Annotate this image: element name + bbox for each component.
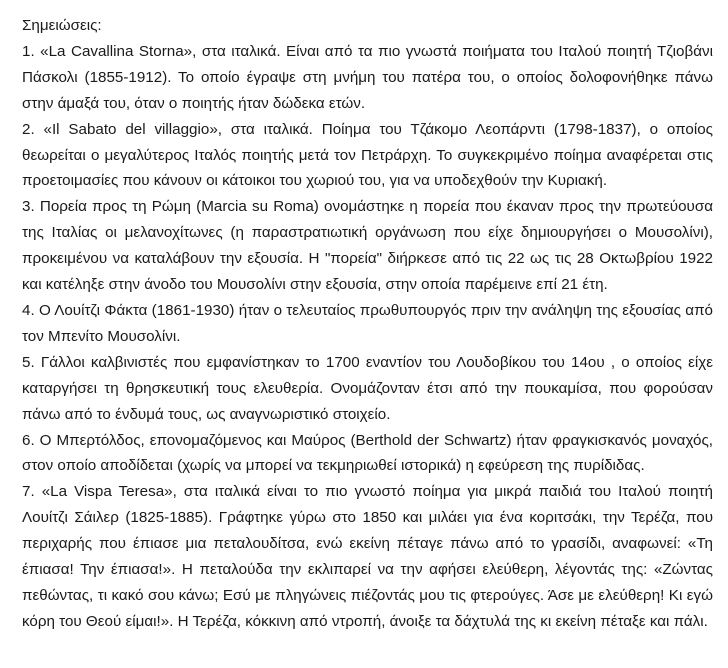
note-3: 3. Πορεία προς τη Ρώμη (Marcia su Roma) ονομάστηκε η πορεία που έκαναν προς την πρωτεύουσα της Ιταλίας οι μελανοχίτωνες (η παραστρατιωτική οργάνωση που είχε δημιουργήσει ο Μουσολίνι), προκειμένου να καταλάβουν την εξουσία. Η "πορεία" διήρκεσε από τις 22 ως τις 28 Οκτωβρίου 1922 και κατέληξε στην άνοδο του Μουσολίνι στην εξουσία, στην οποία παρέμεινε επί 21 έτη. <box>22 198 713 294</box>
note-2: 2. «Il Sabato del villaggio», στα ιταλικά. Ποίημα του Τζάκομο Λεοπάρντι (1798-1837), ο οποίος θεωρείται ο μεγαλύτερος Ιταλός ποιητής μετά τον Πετράρχη. Το συγκεκριμένο ποίημα αναφέρεται στις προετοιμασίες που κάνουν οι κάτοικοι του χωριού του, για να υποδεχθούν την Κυριακή. <box>22 120 713 190</box>
note-4: 4. Ο Λουίτζι Φάκτα (1861-1930) ήταν ο τελευταίος πρωθυπουργός πριν την ανάληψη της εξουσίας από τον Μπενίτο Μουσολίνι. <box>22 301 713 345</box>
note-1: 1. «La Cavallina Storna», στα ιταλικά. Είναι από τα πιο γνωστά ποιήματα του Ιταλού ποιητή Τζιοβάνι Πάσκολι (1855-1912). Το οποίο έγραψε στη μνήμη του πατέρα του, ο οποίος δολοφονήθηκε πάνω στην άμαξά του, όταν ο ποιητής ήταν δώδεκα ετών. <box>22 42 713 112</box>
notes-heading: Σημειώσεις: <box>22 17 102 34</box>
note-7: 7. «La Vispa Teresa», στα ιταλικά είναι το πιο γνωστό ποίημα για μικρά παιδιά του Ιταλού ποιητή Λουίτζι Σάιλερ (1825-1885). Γράφτηκε γύρω στο 1850 και μιλάει για ένα κοριτσάκι, την Τερέζα, που περιχαρής που έπιασε μια πεταλουδίτσα, ενώ εκείνη πέταγε πάνω από το γρασίδι, αναφωνεί: «Τη έπιασα! Την έπιασα!». Η πεταλούδα την εκλιπαρεί να την αφήσει ελεύθερη, λέγοντάς της: «Ζώντας πεθώντας, τι κακό σου κάνω; Εσύ με πληγώνεις πιέζοντάς μου τις φτερούγες. Άσε με ελεύθερη! Κι εγώ κόρη του Θεού είμαι!». Η Τερέζα, κόκκινη από ντροπή, άνοιξε τα δάχτυλά της κι εκείνη πέταξε και πάλι. <box>22 483 713 630</box>
note-5: 5. Γάλλοι καλβινιστές που εμφανίστηκαν το 1700 εναντίον του Λουδοβίκου του 14ου , ο οποίος είχε καταργήσει τη θρησκευτική τους ελευθερία. Ονομάζονταν έτσι από την πουκαμίσα, που φορούσαν πάνω από το ένδυμά τους, ως αναγνωριστικό στοιχείο. <box>22 353 713 423</box>
note-6: 6. Ο Μπερτόλδος, επονομαζόμενος και Μαύρος (Berthold der Schwartz) ήταν φραγκισκανός μοναχός, στον οποίο αποδίδεται (χωρίς να μπορεί να τεκμηριωθεί ιστορικά) η εφεύρεση της πυρίδιδας. <box>22 431 713 475</box>
